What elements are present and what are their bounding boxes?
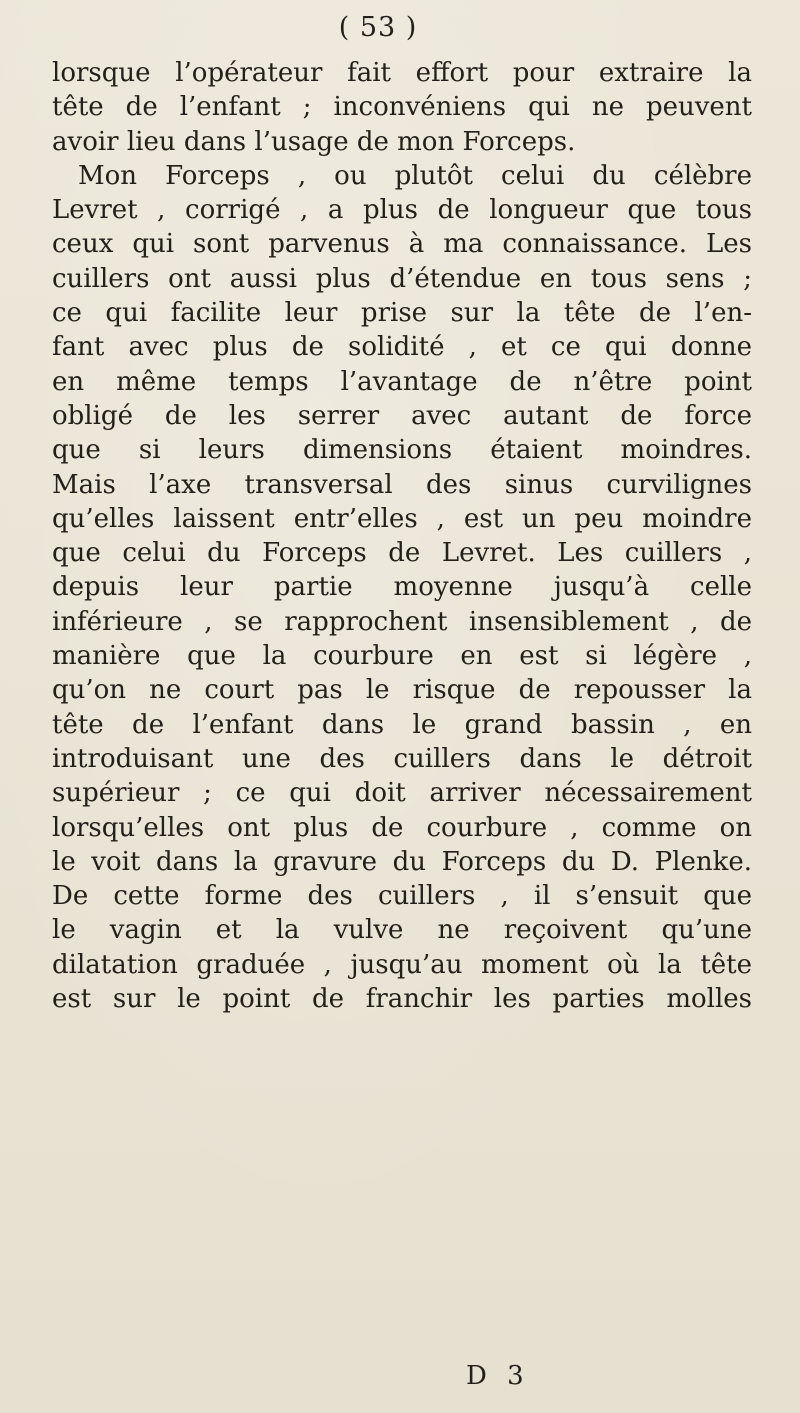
text-line: qu’on ne court pas le risque de repousser la — [52, 675, 752, 706]
text-line: De cette forme des cuillers , il s’ensuit que — [52, 881, 752, 912]
text-line: est sur le point de franchir les parties molles — [52, 984, 752, 1015]
text-line: depuis leur partie moyenne jusqu’à celle — [52, 572, 752, 603]
text-line: Levret , corrigé , a plus de longueur que tous — [52, 195, 752, 226]
text-line: lorsque l’opérateur fait effort pour extraire la — [52, 58, 752, 88]
text-line: dilatation graduée , jusqu’au moment où la tête — [52, 949, 752, 980]
body-text — [52, 56, 752, 1016]
text-line: inférieure , se rapprochent insensiblement , de — [52, 606, 752, 637]
text-line: ceux qui sont parvenus à ma connaissance. Les — [52, 229, 752, 260]
text-line: fant avec plus de solidité , et ce qui donne — [52, 332, 752, 363]
text-line: que si leurs dimensions étaient moindres. — [52, 435, 752, 466]
text-line: obligé de les serrer avec autant de force — [52, 400, 752, 431]
text-line: lorsqu’elles ont plus de courbure , comme on — [52, 812, 752, 843]
text-line: Mon Forceps , ou plutôt celui du célèbre — [78, 160, 752, 191]
text-line: Mais l’axe transversal des sinus curvilignes — [52, 469, 752, 500]
text-line: le voit dans la gravure du Forceps du D. Plenke. — [52, 846, 752, 877]
text-line: supérieur ; ce qui doit arriver nécessairement — [52, 778, 752, 809]
text-line: ce qui facilite leur prise sur la tête de l’en- — [52, 298, 752, 329]
page-number: ( 53 ) — [338, 12, 418, 43]
text-line: introduisant une des cuillers dans le détroit — [52, 743, 752, 774]
text-line: en même temps l’avantage de n’être point — [52, 366, 752, 397]
text-line: que celui du Forceps de Levret. Les cuillers , — [52, 538, 752, 569]
text-line: cuillers ont aussi plus d’étendue en tous sens ; — [52, 263, 752, 294]
text-line: avoir lieu dans l’usage de mon Forceps. — [52, 126, 576, 157]
text-line: le vagin et la vulve ne reçoivent qu’une — [52, 915, 752, 946]
text-line: tête de l’enfant dans le grand bassin , en — [52, 709, 752, 740]
text-line: qu’elles laissent entr’elles , est un peu moindre — [52, 503, 752, 534]
signature-mark: D 3 — [466, 1361, 530, 1391]
text-line: manière que la courbure en est si légère , — [52, 641, 752, 672]
text-line: tête de l’enfant ; inconvéniens qui ne peuvent — [52, 92, 752, 123]
